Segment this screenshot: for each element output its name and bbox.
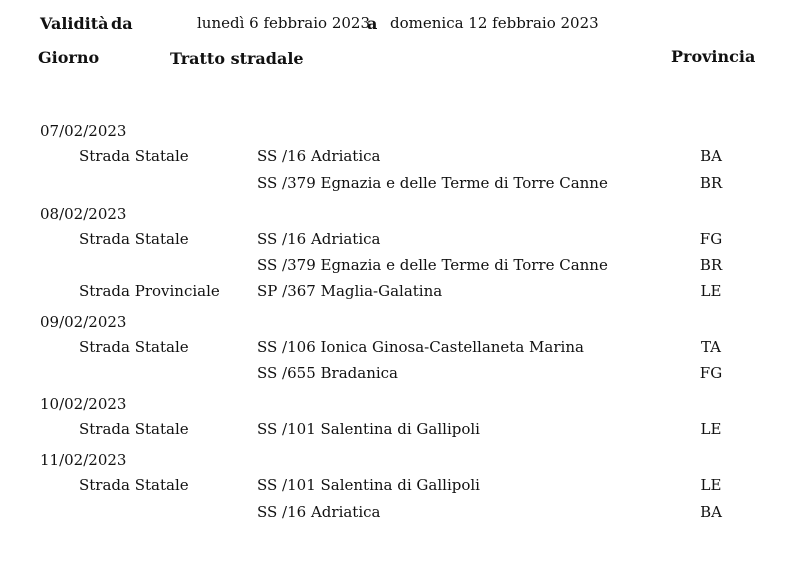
- validity-label: Validità: [40, 14, 109, 33]
- end-date: domenica 12 febbraio 2023: [390, 14, 599, 32]
- province-code: FG: [699, 230, 723, 248]
- day-date: 08/02/2023: [40, 205, 127, 223]
- road-type: Strada Statale: [79, 338, 189, 356]
- province-code: LE: [700, 420, 722, 438]
- day-date: 07/02/2023: [40, 122, 127, 140]
- province-code: BA: [700, 147, 722, 165]
- road-name: SS /379 Egnazia e delle Terme di Torre Canne: [257, 256, 608, 274]
- column-header-province: Provincia: [671, 47, 756, 66]
- road-name: SS /101 Salentina di Gallipoli: [257, 476, 480, 494]
- column-header-road: Tratto stradale: [170, 49, 304, 68]
- road-type: Strada Provinciale: [79, 282, 220, 300]
- province-code: FG: [699, 364, 723, 382]
- road-name: SS /16 Adriatica: [257, 147, 381, 165]
- to-label: a: [367, 14, 378, 33]
- day-date: 10/02/2023: [40, 395, 127, 413]
- road-name: SS /379 Egnazia e delle Terme di Torre Canne: [257, 174, 608, 192]
- province-code: BR: [699, 174, 723, 192]
- province-code: BR: [699, 256, 723, 274]
- province-code: LE: [700, 476, 722, 494]
- province-code: LE: [700, 282, 722, 300]
- road-name: SS /101 Salentina di Gallipoli: [257, 420, 480, 438]
- road-name: SS /16 Adriatica: [257, 503, 381, 521]
- column-header-day: Giorno: [38, 48, 100, 67]
- start-date: lunedì 6 febbraio 2023: [197, 14, 370, 32]
- road-name: SS /16 Adriatica: [257, 230, 381, 248]
- from-label: da: [111, 14, 133, 33]
- day-date: 09/02/2023: [40, 313, 127, 331]
- road-type: Strada Statale: [79, 420, 189, 438]
- road-name: SS /106 Ionica Ginosa-Castellaneta Marina: [257, 338, 584, 356]
- province-code: BA: [700, 503, 722, 521]
- road-name: SP /367 Maglia-Galatina: [257, 282, 443, 300]
- road-type: Strada Statale: [79, 476, 189, 494]
- day-date: 11/02/2023: [40, 451, 127, 469]
- road-name: SS /655 Bradanica: [257, 364, 398, 382]
- road-type: Strada Statale: [79, 230, 189, 248]
- road-type: Strada Statale: [79, 147, 189, 165]
- province-code: TA: [700, 338, 722, 356]
